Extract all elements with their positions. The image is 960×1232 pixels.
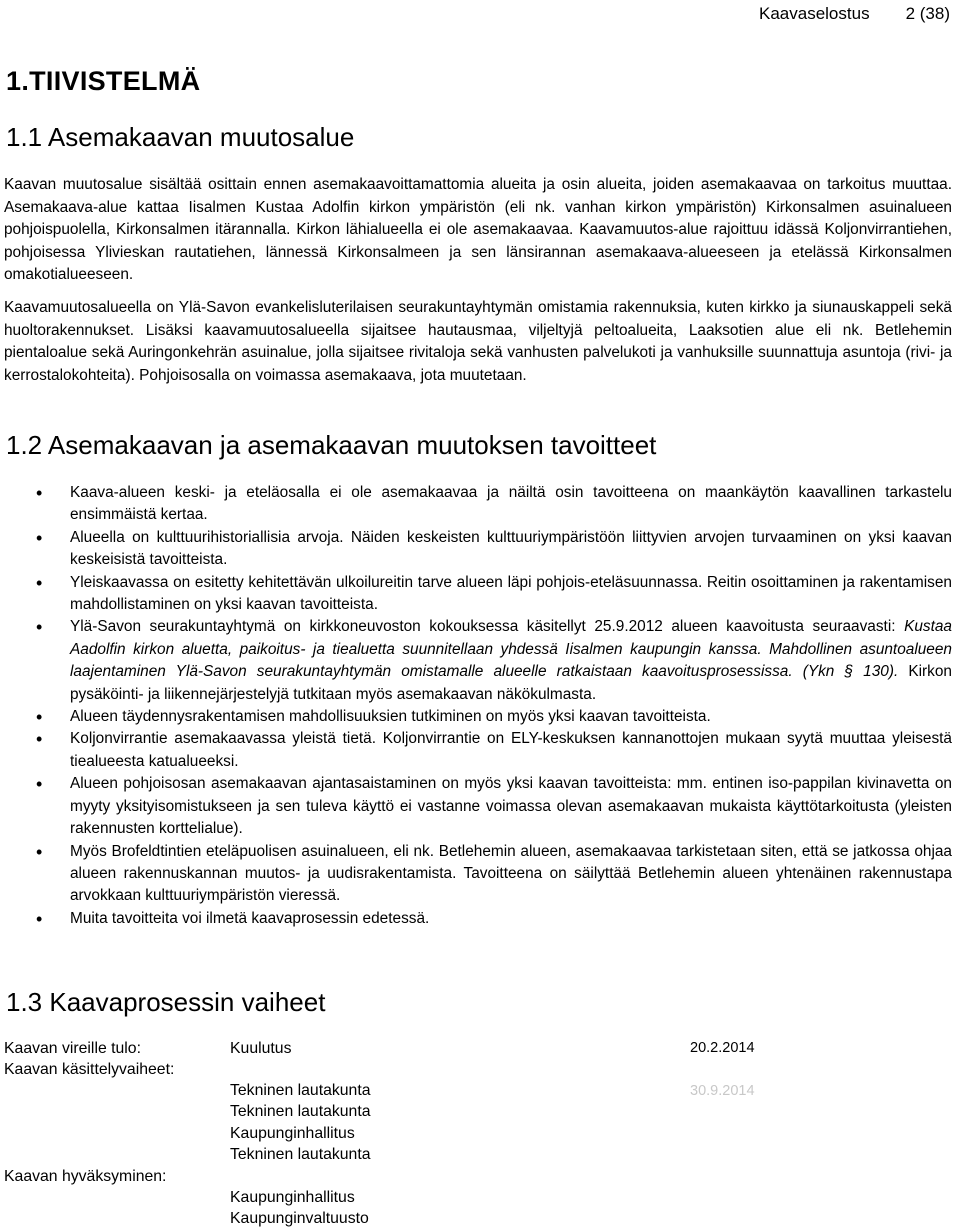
list-item: • Muita tavoitteita voi ilmetä kaavaprosessin edetessä. xyxy=(0,908,952,930)
step-technical-board-1-date: 30.9.2014 xyxy=(690,1083,755,1099)
list-item: • Alueella on kulttuurihistoriallisia arvoja. Näiden keskeisten kulttuuriympäristöön liittyvien arvojen turvaaminen on yksi kaavan keskeisistä tavoitteista. xyxy=(0,527,952,572)
step-technical-board-3: Tekninen lautakunta xyxy=(230,1146,371,1163)
step-city-council: Kaupunginvaltuusto xyxy=(230,1210,369,1227)
step-city-board-1: Kaupunginhallitus xyxy=(230,1125,355,1142)
council-tail-text: Kirkon pysäköinti- ja liikennejärjestelyjä tutkitaan myös asemakaavan näkökulmasta. xyxy=(70,663,952,703)
step-announcement: Kuulutus xyxy=(230,1040,292,1057)
list-item: • Alueen täydennysrakentamisen mahdollisuuksien tutkiminen on myös yksi kaavan tavoitteista. xyxy=(0,706,952,728)
page-header xyxy=(759,4,950,24)
list-item: • Myös Brofeldtintien eteläpuolisen asuinalueen, eli nk. Betlehemin alueen, asemakaavaa tarkistetaan siten, että se jatkossa ohjaa alueen rakennuskannan muutos- ja uudisrakentamista. Tavoitteena on säilyttää Betlehemin alueen yhtenäinen rakennustapa arvokkaan kulttuuriympäristön vieressä. xyxy=(0,841,952,908)
step-city-board-2: Kaupunginhallitus xyxy=(230,1189,355,1206)
document-title: Kaavaselostus xyxy=(759,4,870,23)
council-quote: Kustaa Aadolfin kirkon aluetta, paikoitus- ja tiealuetta suunnitellaan yhdessä Iisalmen kaupungin kanssa. Mahdollinen asuntoalueen laajentaminen Ylä-Savon seurakuntayhtymän omistamalle alueelle ratkaistaan kaavoitusprosessissa. (Ykn § 130). xyxy=(70,618,952,681)
list-item: • Alueen pohjoisosan asemakaavan ajantasaistaminen on myös yksi kaavan tavoitteista: mm. entinen iso-pappilan kivinavetta on myyty yksityisomistukseen ja sen tuleva käyttö ei vastanne voimassa olevan asemakaavan mukaista käyttötarkoitusta (yleisten rakennusten korttelialue). xyxy=(0,773,952,840)
section-heading-1-3: 1.3 Kaavaprosessin vaiheet xyxy=(6,987,326,1017)
step-technical-board-2: Tekninen lautakunta xyxy=(230,1103,371,1120)
section-heading-1-1: 1.1 Asemakaavan muutosalue xyxy=(6,122,355,152)
label-initiation: Kaavan vireille tulo: xyxy=(4,1040,141,1057)
list-item: • Kaava-alueen keski- ja eteläosalla ei ole asemakaavaa ja näiltä osin tavoitteena on maankäytön kaavallinen tarkastelu ensimmäistä kertaa. xyxy=(0,482,952,527)
paragraph-area-description: Kaavan muutosalue sisältää osittain ennen asemakaavoittamattomia alueita ja osin alueita, joiden asemakaavaa on tarkoitus muuttaa. Asemakaava-alue kattaa Iisalmen Kustaa Adolfin kirkon ympäristön (eli nk. vanhan kirkon ympäristön) Kirkonsalmen asuinalueen pohjoispuolella, Kirkonsalmen itärannalla. Kirkon lähialueella ei ole asemakaavaa. Kaavamuutos-alue rajoittuu idässä Koljonvirrantiehen, pohjoisessa Ylivieskan rautatiehen, lännessä Kirkonsalmeen ja sen länsirannan asemakaava-alueeseen ja etelässä Kirkonsalmen omakotialueeseen. xyxy=(4,176,952,283)
paragraph-area-contents: Kaavamuutosalueella on Ylä-Savon evankelisluterilaisen seurakuntayhtymän omistamia rakennuksia, kuten kirkko ja siunauskappeli sekä huoltorakennukset. Lisäksi kaavamuutosalueella sijaitsee hautausmaa, viljeltyjä peltoalueita, Laaksotien alue eli nk. Betlehemin pientaloalue sekä Auringonkehrän asuinalue, jolla sijaitsee rivitaloja sekä vanhusten palvelukoti ja vanhuksille suunnattuja asuntoja (rivi- ja kerrostalokohteita). Pohjoisosalla on voimassa asemakaava, jota muutetaan. xyxy=(4,299,952,384)
section-heading-1-2: 1.2 Asemakaavan ja asemakaavan muutoksen tavoitteet xyxy=(6,430,657,460)
goals-list xyxy=(0,482,952,930)
label-processing: Kaavan käsittelyvaiheet: xyxy=(4,1061,175,1078)
main-heading: 1.TIIVISTELMÄ xyxy=(6,66,201,96)
page-number: 2 (38) xyxy=(905,4,950,23)
step-technical-board-1: Tekninen lautakunta xyxy=(230,1082,371,1099)
list-item: • Yleiskaavassa on esitetty kehitettävän ulkoilureitin tarve alueen läpi pohjois-eteläsuunnassa. Reitin osoittaminen ja rakentamisen mahdollistaminen on yksi kaavan tavoitteista. xyxy=(0,572,952,617)
list-item-council-decision xyxy=(0,616,952,706)
label-approval: Kaavan hyväksyminen: xyxy=(4,1168,167,1185)
step-announcement-date: 20.2.2014 xyxy=(690,1040,755,1056)
list-item: • Koljonvirrantie asemakaavassa yleistä tietä. Koljonvirrantie on ELY-keskuksen kannanottojen mukaan syytä muuttaa yleisestä tiealueesta katualueeksi. xyxy=(0,728,952,773)
council-lead-text: Ylä-Savon seurakuntayhtymä on kirkkoneuvoston kokouksessa käsitellyt 25.9.2012 alueen kaavoitusta seuraavasti: xyxy=(70,618,905,636)
